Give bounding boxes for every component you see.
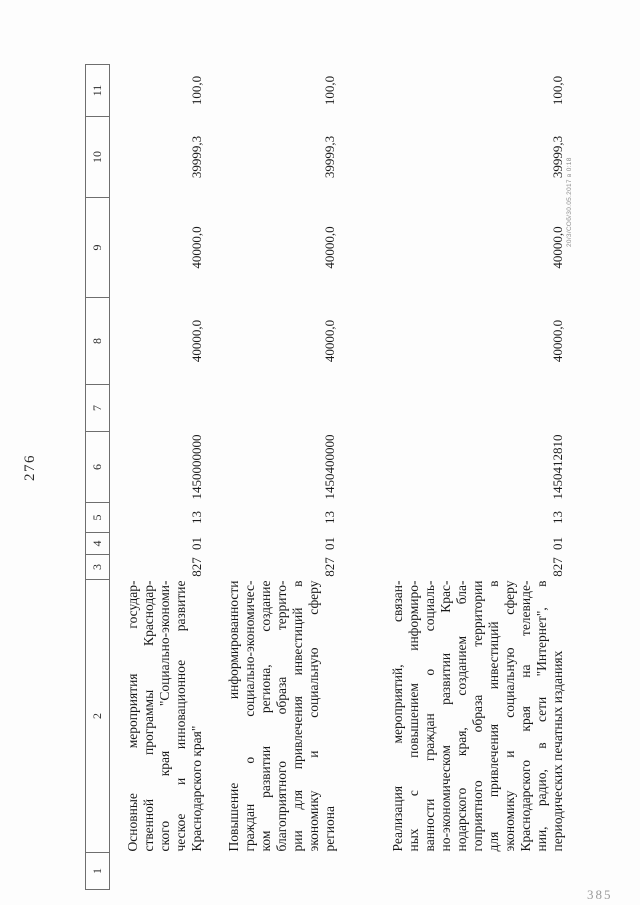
subsection-code-cell: 13 [188, 511, 204, 524]
document-id-footer: 20/3/СОб/30.05.2017 в 0:18 [566, 157, 573, 247]
grbs-code-cell: 827 [188, 557, 204, 577]
header-cell-2: 2 [86, 580, 110, 853]
header-cell-1: 1 [86, 853, 110, 890]
row-number-cell [110, 853, 205, 890]
description-cell [110, 580, 205, 853]
section-code-cell: 01 [321, 537, 337, 550]
corner-page-number: 385 [587, 887, 613, 902]
grbs-code-cell: 827 [549, 557, 565, 577]
table-row [110, 65, 205, 890]
description-text: Основные мероприятия государ- ственной программы Краснодар- ского края "Социально-экономи- ческое и инновационное развитие Краснодарского края" [124, 580, 204, 852]
amount-cell: 39999,3 [188, 135, 204, 179]
page-number: 276 [22, 454, 38, 481]
section-code-cell: 01 [549, 537, 565, 550]
target-article-cell: 1450000000 [188, 434, 204, 500]
header-cell-7: 7 [86, 385, 110, 432]
section-code-cell: 01 [188, 537, 204, 550]
target-article-cell: 1450400000 [321, 434, 337, 500]
percent-cell: 100,0 [549, 75, 565, 106]
row-number-cell [338, 853, 566, 890]
amount-cell: 40000,0 [188, 319, 204, 363]
description-cell [338, 580, 566, 853]
table-row [205, 65, 338, 890]
amount-cell: 39999,3 [321, 135, 337, 179]
amount-cell: 40000,0 [321, 226, 337, 269]
row-number-cell [205, 853, 338, 890]
amount-cell: 40000,0 [321, 319, 337, 363]
header-cell-11: 11 [86, 65, 110, 117]
expense-type-cell [338, 385, 566, 432]
budget-table [85, 64, 566, 890]
grbs-code-cell: 827 [321, 557, 337, 577]
table-header-row [86, 65, 110, 890]
description-text: Повышение информированности граждан о социально-экономичес- ком развитии региона, создание благоприятного образа террито- рии для привлечения инвестиций в экономику и социальную сферу региона [225, 580, 337, 852]
percent-cell: 100,0 [321, 75, 337, 106]
expense-type-cell [205, 385, 338, 432]
subsection-code-cell: 13 [549, 511, 565, 524]
header-cell-9: 9 [86, 198, 110, 298]
amount-cell: 40000,0 [188, 226, 204, 269]
expense-type-cell [110, 385, 205, 432]
header-cell-10: 10 [86, 117, 110, 198]
table-row [338, 65, 566, 890]
header-cell-5: 5 [86, 503, 110, 533]
header-cell-3: 3 [86, 555, 110, 580]
description-cell [205, 580, 338, 853]
amount-cell: 40000,0 [549, 226, 565, 269]
subsection-code-cell: 13 [321, 511, 337, 524]
header-cell-8: 8 [86, 298, 110, 385]
amount-cell: 39999,3 [549, 135, 565, 179]
description-text: Реализация мероприятий, связан- ных с повышением информиро- ванности граждан о социаль- но-экономическом развитии Крас- нодарского края, созданием бла- гоприятного образа территории для привлечения инвестиций в экономику и социальную сферу Краснодарского края на телевиде- нии, радио, в сети "Интернет", в периодических печатных изданиях [389, 580, 565, 852]
header-cell-4: 4 [86, 533, 110, 555]
percent-cell: 100,0 [188, 75, 204, 106]
header-cell-6: 6 [86, 432, 110, 503]
amount-cell: 40000,0 [549, 319, 565, 363]
target-article-cell: 1450412810 [549, 434, 565, 500]
